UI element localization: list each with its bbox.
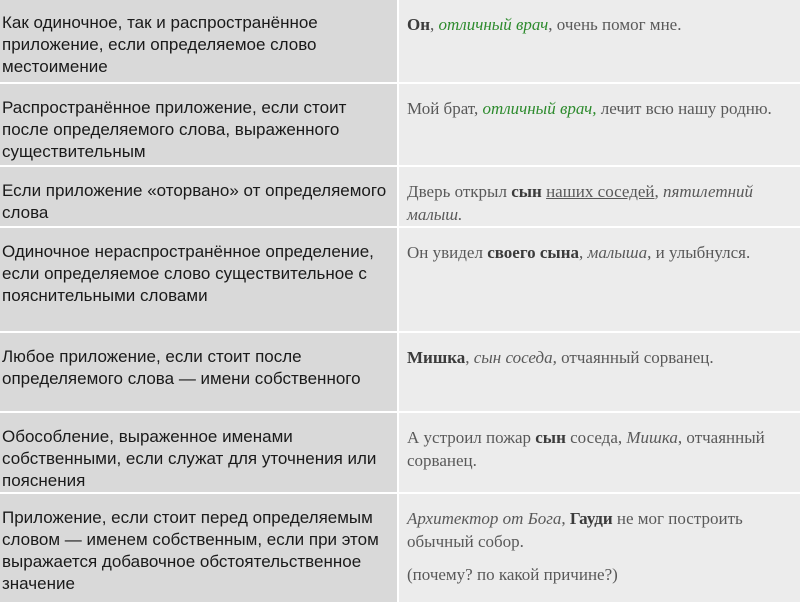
table-row xyxy=(0,412,800,493)
table-row xyxy=(0,332,800,412)
example-cell xyxy=(398,227,800,332)
rule-cell: Одиночное нераспространённое определение, если определяемое слово существительное с пояснительными словами xyxy=(0,227,398,332)
example-text: , отчаянный сорванец. xyxy=(407,428,765,470)
example-cell xyxy=(398,493,800,603)
example-cell xyxy=(398,0,800,83)
rule-cell: Распространённое приложение, если стоит после определяемого слова, выраженного существительным xyxy=(0,83,398,166)
example-text: Он увидел xyxy=(407,243,488,262)
example-italic: малыша xyxy=(587,243,648,262)
example-text: Дверь открыл xyxy=(407,182,512,201)
rule-cell: Любое приложение, если стоит после определяемого слова — имени собственного xyxy=(0,332,398,412)
example-cell xyxy=(398,412,800,493)
example-text: соседа, xyxy=(565,428,627,447)
example-bold: Он xyxy=(407,15,431,34)
example-italic: Архитектор от Бога xyxy=(407,509,562,528)
example-text: , xyxy=(561,509,570,528)
example-note: (почему? по какой причине?) xyxy=(407,565,618,584)
example-appositive: отличный врач, xyxy=(482,99,597,118)
example-bold: сын xyxy=(535,428,566,447)
example-text: , xyxy=(579,243,588,262)
example-bold: Гауди xyxy=(569,509,613,528)
example-appositive: отличный врач xyxy=(438,15,549,34)
example-underlined: наших соседей xyxy=(546,182,655,201)
example-bold: своего сына xyxy=(487,243,580,262)
example-italic: сын соседа, xyxy=(473,348,557,367)
table-row xyxy=(0,83,800,166)
example-text: А устроил пожар xyxy=(407,428,536,447)
example-cell xyxy=(398,332,800,412)
example-sentence xyxy=(407,507,790,553)
example-text: отчаянный сорванец. xyxy=(556,348,714,367)
example-cell xyxy=(398,166,800,227)
example-bold: сын xyxy=(511,182,542,201)
example-text: , xyxy=(465,348,474,367)
example-text: , очень помог мне. xyxy=(548,15,682,34)
example-cell xyxy=(398,83,800,166)
table-row xyxy=(0,227,800,332)
table-row xyxy=(0,166,800,227)
example-italic: Мишка xyxy=(626,428,678,447)
example-italic: пятилетний малыш. xyxy=(407,182,754,224)
rule-cell: Обособление, выраженное именами собственными, если служат для уточнения или пояснения xyxy=(0,412,398,493)
table-row xyxy=(0,493,800,603)
example-bold: Мишка xyxy=(407,348,466,367)
table-row xyxy=(0,0,800,83)
rule-cell: Как одиночное, так и распространённое приложение, если определяемое слово местоимение xyxy=(0,0,398,83)
example-text: Мой брат, xyxy=(407,99,483,118)
example-text: лечит всю нашу родню. xyxy=(596,99,772,118)
example-text: , xyxy=(654,182,663,201)
example-text: не мог построить обычный собор. xyxy=(407,509,743,551)
example-text: , и улыбнулся. xyxy=(647,243,751,262)
example-text: , xyxy=(430,15,439,34)
rule-cell: Если приложение «оторвано» от определяемого слова xyxy=(0,166,398,227)
rule-cell: Приложение, если стоит перед определяемым словом — именем собственным, если при этом выражается добавочное обстоятельственное значение xyxy=(0,493,398,603)
